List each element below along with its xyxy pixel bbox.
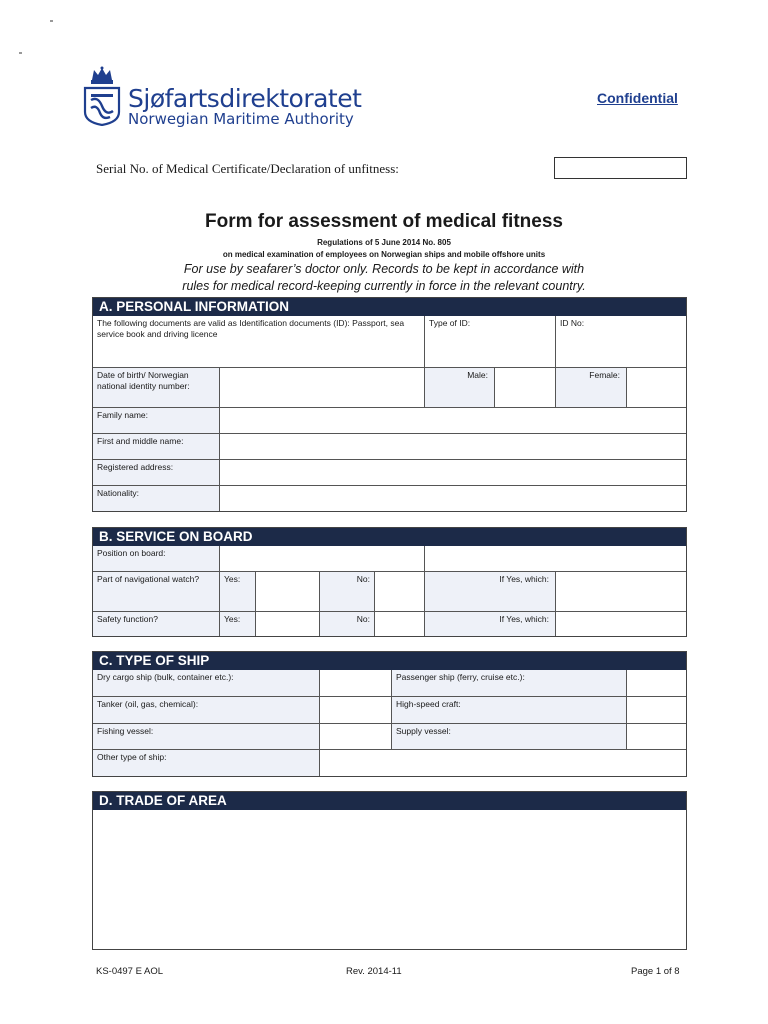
position-field[interactable] <box>220 546 425 572</box>
section-c-heading: C. TYPE OF SHIP <box>93 652 686 670</box>
type-of-id-field[interactable]: Type of ID: <box>425 316 556 368</box>
date-of-birth-field[interactable] <box>220 368 425 408</box>
address-label: Registered address: <box>93 460 220 486</box>
other-ship-label: Other type of ship: <box>93 750 320 776</box>
dry-cargo-label: Dry cargo ship (bulk, container etc.): <box>93 670 320 697</box>
nav-watch-which-label: If Yes, which: <box>425 572 556 612</box>
nav-watch-yes-label: Yes: <box>220 572 256 612</box>
authority-logo-icon <box>82 66 122 126</box>
first-name-label: First and middle name: <box>93 434 220 460</box>
male-checkbox[interactable] <box>495 368 556 408</box>
section-personal-information <box>92 297 687 512</box>
nav-watch-which-field[interactable] <box>556 572 686 612</box>
male-label: Male: <box>425 368 495 408</box>
supply-vessel-label: Supply vessel: <box>392 724 627 750</box>
nav-watch-no-label: No: <box>320 572 375 612</box>
footer-page-number: Page 1 of 8 <box>631 966 680 977</box>
address-field[interactable] <box>220 460 686 486</box>
scan-speck <box>19 52 22 54</box>
safety-which-label: If Yes, which: <box>425 612 556 636</box>
safety-which-field[interactable] <box>556 612 686 636</box>
safety-yes-checkbox[interactable] <box>256 612 320 636</box>
safety-yes-label: Yes: <box>220 612 256 636</box>
id-documents-note: The following documents are valid as Identification documents (ID): Passport, sea service book and driving licence <box>93 316 425 368</box>
section-type-of-ship <box>92 651 687 777</box>
trade-area-field[interactable] <box>93 810 686 949</box>
regulation-line-2: on medical examination of employees on Norwegian ships and mobile offshore units <box>222 250 546 259</box>
section-d-heading: D. TRADE OF AREA <box>93 792 686 810</box>
family-name-field[interactable] <box>220 408 686 434</box>
regulation-line-1: Regulations of 5 June 2014 No. 805 <box>317 238 451 247</box>
nationality-field[interactable] <box>220 486 686 511</box>
female-label: Female: <box>556 368 627 408</box>
scan-speck <box>50 20 53 22</box>
tanker-label: Tanker (oil, gas, chemical): <box>93 697 320 724</box>
female-checkbox[interactable] <box>627 368 686 408</box>
section-a-heading: A. PERSONAL INFORMATION <box>93 298 686 316</box>
section-trade-of-area <box>92 791 687 950</box>
other-ship-field[interactable] <box>320 750 686 776</box>
date-of-birth-label: Date of birth/ Norwegian national identity number: <box>93 368 220 408</box>
safety-no-label: No: <box>320 612 375 636</box>
serial-number-label: Serial No. of Medical Certificate/Declaration of unfitness: <box>96 161 399 176</box>
dry-cargo-checkbox[interactable] <box>320 670 392 697</box>
confidential-label: Confidential <box>597 90 678 106</box>
position-extra-field[interactable] <box>425 546 686 572</box>
safety-function-label: Safety function? <box>93 612 220 636</box>
serial-number-field[interactable] <box>554 157 687 179</box>
id-number-field[interactable]: ID No: <box>556 316 686 368</box>
brand-name: Sjøfartsdirektoratet <box>128 84 362 113</box>
family-name-label: Family name: <box>93 408 220 434</box>
brand-subtitle: Norwegian Maritime Authority <box>128 110 354 128</box>
nav-watch-label: Part of navigational watch? <box>93 572 220 612</box>
supply-vessel-checkbox[interactable] <box>627 724 686 750</box>
usage-note-line-2: rules for medical record-keeping currently in force in the relevant country. <box>182 279 586 293</box>
fishing-vessel-label: Fishing vessel: <box>93 724 320 750</box>
tanker-checkbox[interactable] <box>320 697 392 724</box>
fishing-vessel-checkbox[interactable] <box>320 724 392 750</box>
footer-revision: Rev. 2014-11 <box>346 966 402 977</box>
passenger-ship-checkbox[interactable] <box>627 670 686 697</box>
section-service-on-board <box>92 527 687 637</box>
form-title: Form for assessment of medical fitness <box>205 211 563 232</box>
high-speed-craft-label: High-speed craft: <box>392 697 627 724</box>
nav-watch-yes-checkbox[interactable] <box>256 572 320 612</box>
first-name-field[interactable] <box>220 434 686 460</box>
passenger-ship-label: Passenger ship (ferry, cruise etc.): <box>392 670 627 697</box>
section-b-heading: B. SERVICE ON BOARD <box>93 528 686 546</box>
nationality-label: Nationality: <box>93 486 220 511</box>
position-label: Position on board: <box>93 546 220 572</box>
nav-watch-no-checkbox[interactable] <box>375 572 425 612</box>
footer-form-code: KS-0497 E AOL <box>96 966 164 977</box>
safety-no-checkbox[interactable] <box>375 612 425 636</box>
high-speed-craft-checkbox[interactable] <box>627 697 686 724</box>
usage-note-line-1: For use by seafarer’s doctor only. Records to be kept in accordance with <box>183 262 585 276</box>
